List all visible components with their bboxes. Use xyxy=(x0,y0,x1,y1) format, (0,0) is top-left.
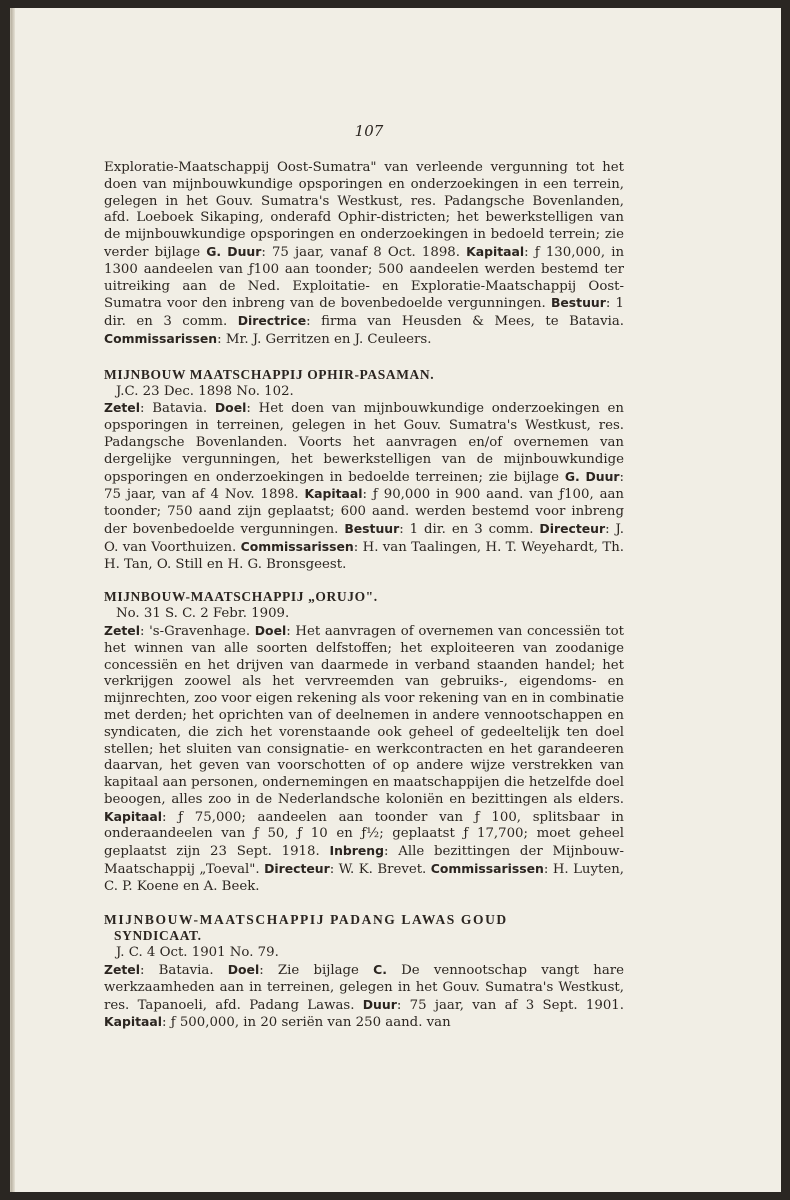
page-binding-edge xyxy=(11,8,15,1192)
s1-text-7: : J. O. van Voorthuizen. xyxy=(104,521,625,555)
s2-bold-commissarissen: Commissarissen xyxy=(430,861,544,877)
section-reference-padang-lawas: J. C. 4 Oct. 1901 No. 79. xyxy=(116,945,279,961)
s1-bold-kapitaal: Kapitaal xyxy=(304,486,363,502)
s2-text-4: : Alle bezittingen der Mijnbouw-Maatschappij „Toeval". xyxy=(104,844,624,878)
s2-text-1: : 's-Gravenhage. xyxy=(139,623,251,639)
s2-text-2: : Het aanvragen of overnemen van concessiën tot het winnen van alle soorten delfstoffen; het exploiteeren van zoodanige concessiën en het drijven van daarmede in verband staanden handel; het verkrijgen zoowel als het vervreemden van gebruiks-, eigendoms- en mijnrechten, zoo voor eigen rekening als voor rekening van en in combinatie met derden; het oprichten van of deelnemen in andere vennootschappen en syndicaten, die zich het vorenstaande ook geheel of gedeeltelijk ten doel stellen; het sluiten van consignatie- en werkcontracten en het garandeeren daarvan, het geven van voorschotten of op andere wijze verstrekken van kapitaal aan personen, ondernemingen en maatschappijen die hetzelfde doel beoogen, alles zoo in de Nederlandsche koloniën en bezittingen als elders. xyxy=(104,623,624,807)
s3-text-5: : ƒ 500,000, in 20 seriën van 250 aand. van xyxy=(161,1015,451,1031)
s1-text-2: : Het doen van mijnbouwkundige onderzoekingen en opsporingen in terreinen, gelegen in het Gouv. Sumatra's Westkust, res. Padangsche Bovenlanden. Voorts het aanvragen en/of overnemen van dergelijke vergunningen, het bewerkstelligen van de mijnbouwkundige opsporingen en onderzoekingen in bedoelde terreinen; zie bijlage xyxy=(104,401,624,485)
intro-text-6: : Mr. J. Gerritzen en J. Ceuleers. xyxy=(217,331,432,347)
s1-bold-bestuur: Bestuur xyxy=(344,520,400,536)
intro-bold-duur: Duur xyxy=(227,243,262,259)
s1-text-1: : Batavia. xyxy=(139,401,208,417)
s2-bold-zetel: Zetel xyxy=(104,622,140,638)
s3-bold-kapitaal: Kapitaal xyxy=(104,1014,162,1030)
section-heading-padang-lawas-line2: SYNDICAAT. xyxy=(114,928,202,944)
s1-bold-commissarissen: Commissarissen xyxy=(240,538,354,554)
s2-bold-directeur: Directeur xyxy=(264,861,330,877)
intro-paragraph xyxy=(104,160,624,349)
intro-text-2: : 75 jaar, vanaf 8 Oct. 1898. xyxy=(261,244,460,260)
intro-text-5: : firma van Heusden & Mees, te Batavia. xyxy=(306,314,624,330)
s3-text-1: : Batavia. xyxy=(139,963,214,979)
intro-text-3: : ƒ 130,000, in 1300 aandeelen van ƒ100 aan toonder; 500 aandeelen werden bestemd ter uitreiking aan de Ned. Exploitatie- en Exploratie-Maatschappij Oost-Sumatra voor den inbreng van de bovenbedoelde vergunningen. xyxy=(104,244,625,312)
section-heading-orujo: MIJNBOUW-MAATSCHAPPIJ „ORUJO". xyxy=(104,589,378,605)
s1-bold-duur: Duur xyxy=(585,468,620,484)
intro-bold-bestuur: Bestuur xyxy=(550,295,606,311)
s2-text-6: : H. Luyten, C. P. Koene en A. Beek. xyxy=(104,862,625,894)
s1-bold-directeur: Directeur xyxy=(539,520,606,536)
s1-text-5: : ƒ 90,000 in 900 aand. van ƒ100, aan toonder; 750 aand zijn geplaatst; 600 aand. werden bestemd voor inbreng der bovenbedoelde vergunningen. xyxy=(104,487,625,537)
intro-bold-directrice: Directrice xyxy=(237,313,307,329)
s1-bold-zetel: Zetel xyxy=(104,400,140,416)
intro-bold-bijlage: G. xyxy=(206,243,222,259)
s1-text-6: : 1 dir. en 3 comm. xyxy=(399,521,534,537)
s2-bold-doel: Doel xyxy=(254,622,287,638)
s2-bold-kapitaal: Kapitaal xyxy=(104,808,162,824)
page-number: 107 xyxy=(354,122,384,140)
s3-text-4: : 75 jaar, van af 3 Sept. 1901. xyxy=(396,997,624,1013)
section-reference-ophir-pasaman: J.C. 23 Dec. 1898 No. 102. xyxy=(116,383,294,399)
s1-bold-bijlage: G. xyxy=(564,468,580,484)
intro-bold-commissarissen: Commissarissen xyxy=(104,330,218,346)
intro-text-1: Exploratie-Maatschappij Oost-Sumatra" van verleende vergunning tot het doen van mijnbouwkundige opsporingen en onderzoekingen in een terrein, gelegen in het Gouv. Sumatra's Westkust, res. Padangsche Bovenlanden, afd. Loeboek Sikaping, onderafd Ophir-districten; het bewerkstelligen van de mijnbouwkundige opsporingen en onderzoekingen in bedoeld terrein; zie verder bijlage xyxy=(104,160,624,260)
intro-text-4: : 1 dir. en 3 comm. xyxy=(104,296,624,330)
s1-text-4: : 75 jaar, van af 4 Nov. 1898. xyxy=(104,469,624,503)
s2-bold-inbreng: Inbreng xyxy=(329,843,384,859)
s3-bold-bijlage: C. xyxy=(373,962,387,978)
section-paragraph-orujo xyxy=(104,623,624,896)
section-paragraph-padang-lawas xyxy=(104,962,624,1032)
s2-text-5: : W. K. Brevet. xyxy=(329,862,427,878)
s3-bold-doel: Doel xyxy=(227,962,260,978)
s3-bold-duur: Duur xyxy=(362,996,397,1012)
s3-text-3: De vennootschap vangt hare werkzaamheden aan in terreinen, gelegen in het Gouv. Sumatra's Westkust, res. Tapanoeli, afd. Padang Lawas. xyxy=(104,963,624,1013)
section-heading-ophir-pasaman: MIJNBOUW MAATSCHAPPIJ OPHIR-PASAMAN. xyxy=(104,366,435,382)
intro-bold-kapitaal: Kapitaal xyxy=(466,243,525,259)
s2-text-3: : ƒ 75,000; aandeelen aan toonder van ƒ 100, splitsbaar in onderaandeelen van ƒ 50, ƒ 10 en ƒ½; geplaatst ƒ 17,700; moet geheel geplaatst zijn 23 Sept. 1918. xyxy=(104,809,624,860)
section-reference-orujo: No. 31 S. C. 2 Febr. 1909. xyxy=(116,606,290,622)
page-body xyxy=(104,160,624,1032)
s3-bold-zetel: Zetel xyxy=(104,962,140,978)
s3-text-2: : Zie bijlage xyxy=(259,963,359,979)
section-paragraph-ophir-pasaman xyxy=(104,400,624,573)
s1-bold-doel: Doel xyxy=(214,400,247,416)
section-heading-padang-lawas: MIJNBOUW-MAATSCHAPPIJ PADANG LAWAS GOUD xyxy=(104,911,508,927)
s1-text-8: : H. van Taalingen, H. T. Weyehardt, Th. H. Tan, O. Still en H. G. Bronsgeest. xyxy=(104,539,624,572)
